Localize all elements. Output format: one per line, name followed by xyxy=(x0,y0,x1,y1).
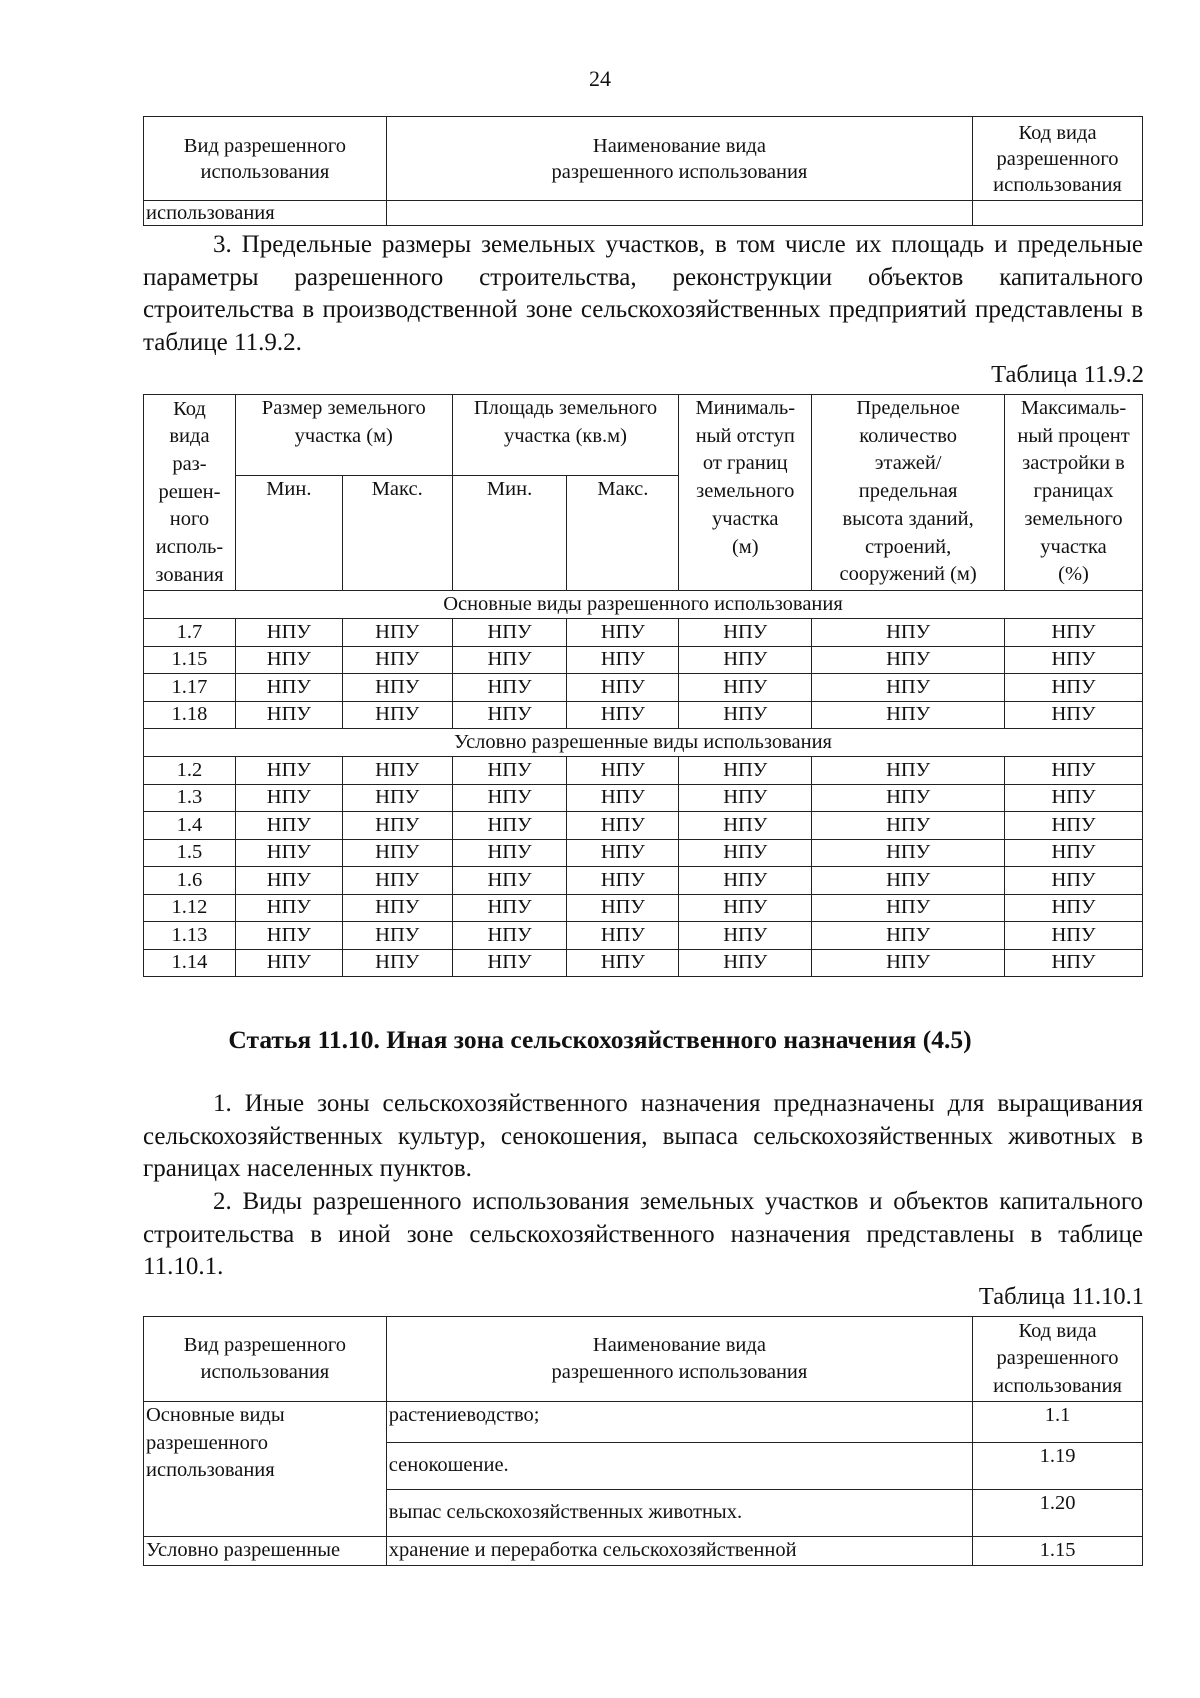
table-row xyxy=(144,839,1143,867)
value-cell: НПУ xyxy=(342,839,452,867)
table-row xyxy=(144,922,1143,950)
value-cell: НПУ xyxy=(342,812,452,840)
header-cell: Наименование вида разрешенного использования xyxy=(386,1317,972,1402)
value-cell: НПУ xyxy=(235,949,342,977)
value-cell: НПУ xyxy=(1005,646,1143,674)
value-cell: НПУ xyxy=(1005,701,1143,729)
value-cell: НПУ xyxy=(1005,674,1143,702)
use-code-cell: 1.15 xyxy=(973,1537,1143,1566)
value-cell: НПУ xyxy=(235,646,342,674)
header-cell: Площадь земельного участка (кв.м) xyxy=(452,395,679,476)
value-cell: НПУ xyxy=(1005,784,1143,812)
use-code-cell: 1.20 xyxy=(973,1490,1143,1537)
value-cell: НПУ xyxy=(452,812,567,840)
value-cell: НПУ xyxy=(567,784,679,812)
value-cell: НПУ xyxy=(679,674,812,702)
value-cell: НПУ xyxy=(235,867,342,895)
code-cell: 1.6 xyxy=(144,867,236,895)
value-cell: НПУ xyxy=(235,894,342,922)
header-cell: Минималь- ный отступ от границ земельного участка (м) xyxy=(679,395,812,591)
value-cell: НПУ xyxy=(452,922,567,950)
code-cell: 1.5 xyxy=(144,839,236,867)
value-cell: НПУ xyxy=(812,867,1005,895)
code-cell: 1.17 xyxy=(144,674,236,702)
value-cell: НПУ xyxy=(342,701,452,729)
value-cell: НПУ xyxy=(1005,922,1143,950)
table-11-9-2 xyxy=(143,394,1143,977)
value-cell: НПУ xyxy=(679,867,812,895)
value-cell: НПУ xyxy=(235,674,342,702)
code-cell: 1.15 xyxy=(144,646,236,674)
header-cell: Макс. xyxy=(567,476,679,591)
code-cell: 1.12 xyxy=(144,894,236,922)
value-cell: НПУ xyxy=(235,839,342,867)
value-cell: НПУ xyxy=(452,867,567,895)
value-cell: НПУ xyxy=(1005,949,1143,977)
table-row xyxy=(144,1402,1143,1443)
code-cell: 1.14 xyxy=(144,949,236,977)
value-cell: НПУ xyxy=(235,922,342,950)
value-cell: НПУ xyxy=(567,674,679,702)
value-cell: НПУ xyxy=(679,701,812,729)
table-row xyxy=(144,894,1143,922)
use-code-cell: 1.1 xyxy=(973,1402,1143,1443)
value-cell: НПУ xyxy=(679,646,812,674)
use-name-cell: хранение и переработка сельскохозяйственной xyxy=(386,1537,972,1566)
header-cell: Мин. xyxy=(235,476,342,591)
value-cell: НПУ xyxy=(812,949,1005,977)
table-row xyxy=(144,812,1143,840)
table-row xyxy=(144,701,1143,729)
value-cell: НПУ xyxy=(452,949,567,977)
value-cell: НПУ xyxy=(812,812,1005,840)
value-cell: НПУ xyxy=(342,949,452,977)
table-caption: Таблица 11.9.2 xyxy=(991,361,1144,388)
value-cell: НПУ xyxy=(235,757,342,785)
value-cell: НПУ xyxy=(679,894,812,922)
header-cell: Код вида разрешенного использования xyxy=(973,117,1143,201)
header-cell: Код вида разрешенного использования xyxy=(973,1317,1143,1402)
value-cell: НПУ xyxy=(452,894,567,922)
value-cell: НПУ xyxy=(235,784,342,812)
table-caption: Таблица 11.10.1 xyxy=(978,1283,1144,1310)
page-number: 24 xyxy=(589,66,611,91)
value-cell: НПУ xyxy=(1005,757,1143,785)
table-row xyxy=(144,674,1143,702)
value-cell: НПУ xyxy=(567,922,679,950)
value-cell: НПУ xyxy=(1005,867,1143,895)
paragraph-3: 3. Предельные размеры земельных участков, в том числе их площадь и предельные параметры разрешенного строительства, реконструкции объектов капитального строительства в производственной зоне сельскохозяйственных предприятий представлены в таблице 11.9.2. xyxy=(143,231,1143,356)
use-name-cell: растениеводство; xyxy=(386,1402,972,1443)
value-cell: НПУ xyxy=(342,922,452,950)
use-name-cell: сенокошение. xyxy=(386,1443,972,1490)
header-cell: Наименование вида разрешенного использования xyxy=(386,117,972,201)
value-cell: НПУ xyxy=(1005,619,1143,647)
section-title-row: Основные виды разрешенного использования xyxy=(144,591,1143,619)
value-cell: НПУ xyxy=(679,949,812,977)
value-cell: НПУ xyxy=(567,701,679,729)
value-cell: НПУ xyxy=(567,757,679,785)
value-cell: НПУ xyxy=(342,867,452,895)
value-cell: НПУ xyxy=(1005,894,1143,922)
value-cell: НПУ xyxy=(342,619,452,647)
header-cell: Размер земельного участка (м) xyxy=(235,395,452,476)
group-label-cell: Основные виды разрешенного использования xyxy=(144,1402,387,1537)
value-cell: НПУ xyxy=(567,839,679,867)
paragraph-article-1: 1. Иные зоны сельскохозяйственного назначения предназначены для выращивания сельскохозяйственных культур, сенокошения, выпаса сельскохозяйственных животных в границах населенных пунктов. xyxy=(143,1090,1143,1182)
value-cell: НПУ xyxy=(679,839,812,867)
value-cell: НПУ xyxy=(1005,839,1143,867)
value-cell: НПУ xyxy=(342,894,452,922)
table-cell: использования xyxy=(144,201,387,226)
use-name-cell: выпас сельскохозяйственных животных. xyxy=(386,1490,972,1537)
table-row xyxy=(144,784,1143,812)
value-cell: НПУ xyxy=(812,839,1005,867)
value-cell: НПУ xyxy=(452,619,567,647)
header-cell: Максималь- ный процент застройки в границах земельного участка (%) xyxy=(1005,395,1143,591)
header-cell: Мин. xyxy=(452,476,567,591)
header-cell: Предельное количество этажей/ предельная высота зданий, строений, сооружений (м) xyxy=(812,395,1005,591)
table-row xyxy=(144,757,1143,785)
table-row xyxy=(144,867,1143,895)
value-cell: НПУ xyxy=(342,674,452,702)
value-cell: НПУ xyxy=(812,619,1005,647)
header-cell: Код вида раз- решен- ного исполь- зования xyxy=(144,395,236,591)
table-row xyxy=(144,646,1143,674)
value-cell: НПУ xyxy=(567,812,679,840)
value-cell: НПУ xyxy=(567,949,679,977)
value-cell: НПУ xyxy=(342,646,452,674)
code-cell: 1.18 xyxy=(144,701,236,729)
value-cell: НПУ xyxy=(452,701,567,729)
table-row xyxy=(144,619,1143,647)
value-cell: НПУ xyxy=(452,839,567,867)
value-cell: НПУ xyxy=(452,757,567,785)
table-cell xyxy=(386,201,972,226)
group-label-cell: Условно разрешенные xyxy=(144,1537,387,1566)
value-cell: НПУ xyxy=(342,757,452,785)
value-cell: НПУ xyxy=(812,784,1005,812)
value-cell: НПУ xyxy=(567,646,679,674)
value-cell: НПУ xyxy=(452,784,567,812)
value-cell: НПУ xyxy=(1005,812,1143,840)
paragraph-article-2: 2. Виды разрешенного использования земельных участков и объектов капитального строительства в иной зоне сельскохозяйственного назначения представлены в таблице 11.10.1. xyxy=(143,1188,1143,1280)
value-cell: НПУ xyxy=(679,922,812,950)
code-cell: 1.7 xyxy=(144,619,236,647)
code-cell: 1.3 xyxy=(144,784,236,812)
value-cell: НПУ xyxy=(452,674,567,702)
value-cell: НПУ xyxy=(235,701,342,729)
code-cell: 1.2 xyxy=(144,757,236,785)
value-cell: НПУ xyxy=(812,894,1005,922)
value-cell: НПУ xyxy=(235,812,342,840)
value-cell: НПУ xyxy=(567,894,679,922)
value-cell: НПУ xyxy=(812,646,1005,674)
value-cell: НПУ xyxy=(679,812,812,840)
use-code-cell: 1.19 xyxy=(973,1443,1143,1490)
header-cell: Макс. xyxy=(342,476,452,591)
value-cell: НПУ xyxy=(567,867,679,895)
table-cell xyxy=(973,201,1143,226)
value-cell: НПУ xyxy=(342,784,452,812)
value-cell: НПУ xyxy=(812,757,1005,785)
table-continuation xyxy=(143,116,1143,226)
value-cell: НПУ xyxy=(812,674,1005,702)
value-cell: НПУ xyxy=(679,619,812,647)
value-cell: НПУ xyxy=(567,619,679,647)
value-cell: НПУ xyxy=(812,922,1005,950)
value-cell: НПУ xyxy=(812,701,1005,729)
table-row xyxy=(144,1537,1143,1566)
table-row xyxy=(144,949,1143,977)
code-cell: 1.4 xyxy=(144,812,236,840)
table-11-10-1 xyxy=(143,1316,1143,1566)
article-heading: Статья 11.10. Иная зона сельскохозяйственного назначения (4.5) xyxy=(228,1025,972,1054)
code-cell: 1.13 xyxy=(144,922,236,950)
value-cell: НПУ xyxy=(235,619,342,647)
value-cell: НПУ xyxy=(452,646,567,674)
header-cell: Вид разрешенного использования xyxy=(144,117,387,201)
section-title-row: Условно разрешенные виды использования xyxy=(144,729,1143,757)
value-cell: НПУ xyxy=(679,784,812,812)
header-cell: Вид разрешенного использования xyxy=(144,1317,387,1402)
value-cell: НПУ xyxy=(679,757,812,785)
